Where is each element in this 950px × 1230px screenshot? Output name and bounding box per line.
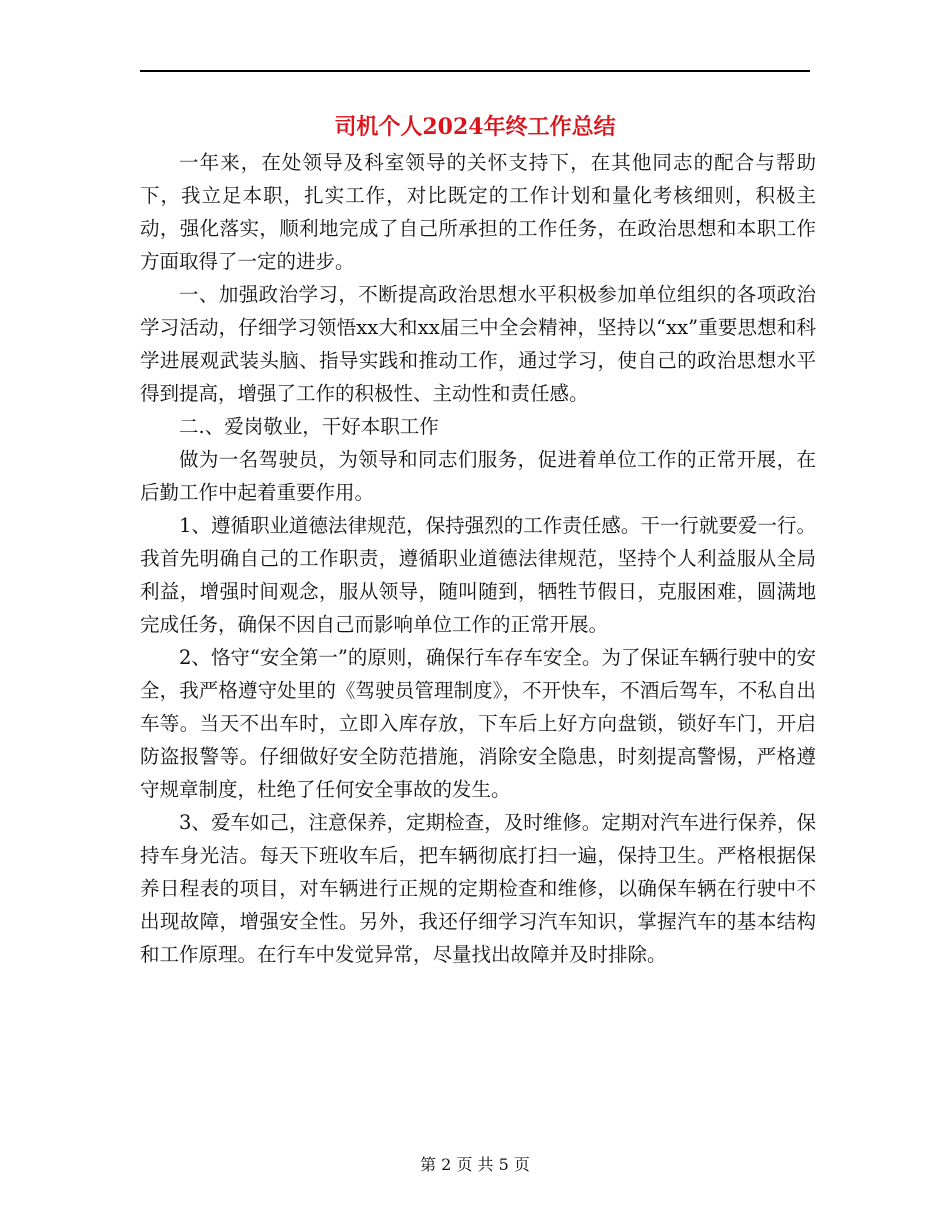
paragraph: 1、遵循职业道德法律规范，保持强烈的工作责任感。干一行就要爱一行。我首先明确自己的工作职责，遵循职业道德法律规范，坚持个人利益服从全局利益，增强时间观念，服从领导，随叫随到，牺牲节假日，克服困难，圆满地完成任务，确保不因自己而影响单位工作的正常开展。 — [140, 514, 816, 636]
page-number: 第 2 页 共 5 页 — [420, 1155, 530, 1174]
paragraph: 一年来，在处领导及科室领导的关怀支持下，在其他同志的配合与帮助下，我立足本职，扎实工作，对比既定的工作计划和量化考核细则，积极主动，强化落实，顺利地完成了自己所承担的工作任务，在政治思想和本职工作方面取得了一定的进步。 — [140, 151, 816, 273]
paragraph: 二.、爱岗敬业，干好本职工作 — [179, 415, 439, 438]
paragraph: 2、恪守“安全第一”的原则，确保行车存车安全。为了保证车辆行驶中的安全，我严格遵守处里的《驾驶员管理制度》，不开快车，不酒后驾车，不私自出车等。当天不出车时，立即入库存放，下车后上好方向盘锁，锁好车门，开启防盗报警等。仔细做好安全防范措施，消除安全隐患，时刻提高警惕，严格遵守规章制度，杜绝了任何安全事故的发生。 — [140, 646, 816, 801]
header-rule — [140, 70, 810, 72]
paragraph: 3、爱车如己，注意保养，定期检查，及时维修。定期对汽车进行保养，保持车身光洁。每天下班收车后，把车辆彻底打扫一遍，保持卫生。严格根据保养日程表的项目，对车辆进行正规的定期检查和维修，以确保车辆在行驶中不出现故障，增强安全性。另外，我还仔细学习汽车知识，掌握汽车的基本结构和工作原理。在行车中发觉异常，尽量找出故障并及时排除。 — [140, 811, 816, 966]
document-title: 司机个人2024年终工作总结 — [334, 114, 616, 140]
paragraph: 做为一名驾驶员，为领导和同志们服务，促进着单位工作的正常开展，在后勤工作中起着重要作用。 — [140, 448, 816, 504]
document-body — [140, 146, 816, 971]
paragraph: 一、加强政治学习，不断提高政治思想水平积极参加单位组织的各项政治学习活动，仔细学习领悟xx大和xx届三中全会精神，坚持以“xx”重要思想和科学进展观武装头脑、指导实践和推动工作，通过学习，使自己的政治思想水平得到提高，增强了工作的积极性、主动性和责任感。 — [140, 283, 816, 405]
